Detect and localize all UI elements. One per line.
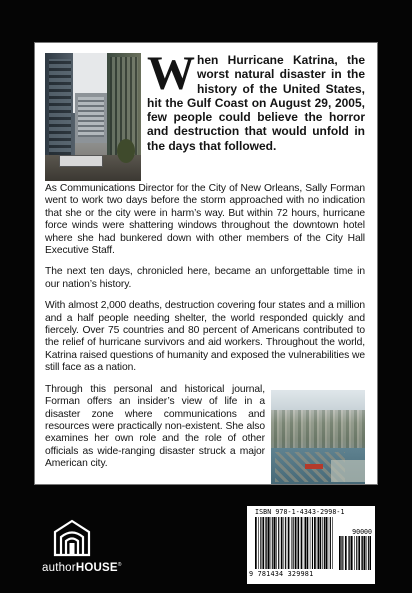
publisher-name-part2: HOUSE — [75, 562, 118, 574]
authorhouse-logo-icon — [52, 518, 92, 558]
back-cover-text-panel — [34, 42, 378, 485]
flooded-city-aerial-photo — [271, 390, 365, 485]
isbn-number: ISBN 978-1-4343-2998-1 — [255, 508, 345, 516]
photo-shore — [331, 460, 365, 482]
paragraph-communications-director: As Communications Director for the City of New Orleans, Sally Forman went to work two days before the storm approached with no indication that she or the city were in harm’s way. But within 72 hours, hurricane force winds were shattering windows throughout the downtown hotel where she had bunkered down with other members of the City Hall Executive Staff. — [45, 183, 365, 257]
ean-bars — [255, 517, 333, 569]
ean-digits: 9 781434 329981 — [249, 570, 314, 578]
photo-tree — [117, 139, 135, 163]
drop-cap: W — [147, 47, 195, 100]
publisher-name — [42, 562, 122, 574]
photo-skyline — [271, 410, 365, 450]
lead-text: hen Hurricane Katrina, the worst natural disaster in the history of the United States, hit the Gulf Coast on August 29, 2005, few people could believe the horror and destruction that would unfold in the days that followed. — [147, 53, 365, 153]
publisher-name-part1: author — [42, 562, 76, 574]
paragraph-next-ten-days: The next ten days, chronicled here, became an unforgettable time in our nation’s history. — [45, 266, 365, 290]
isbn-barcode — [247, 506, 375, 584]
registered-mark: ® — [117, 562, 122, 569]
price-bars — [339, 536, 371, 570]
city-street-photo — [45, 53, 141, 181]
photo-building-middle — [75, 93, 107, 143]
photo-boat — [305, 464, 323, 469]
photo-sign — [59, 155, 103, 167]
paragraph-world-response: With almost 2,000 deaths, destruction covering four states and a million and a half people needing shelter, the world responded quickly and fiercely. Over 75 countries and 80 percent of Americans contributed to the relief of hurricane survivors and aid workers. Throughout the world, Katrina raised questions of humanity and exposed the vulnerabilities we still face as a nation. — [45, 300, 365, 374]
price-code: 90000 — [352, 528, 372, 536]
paragraph-personal-journal: Through this personal and historical journal, Forman offers an insider’s view of life in a disaster zone where communications and resources were practically non-existent. She also examines her own role and the role of other officials as wide-ranging disaster struck a major American city. — [45, 383, 265, 470]
